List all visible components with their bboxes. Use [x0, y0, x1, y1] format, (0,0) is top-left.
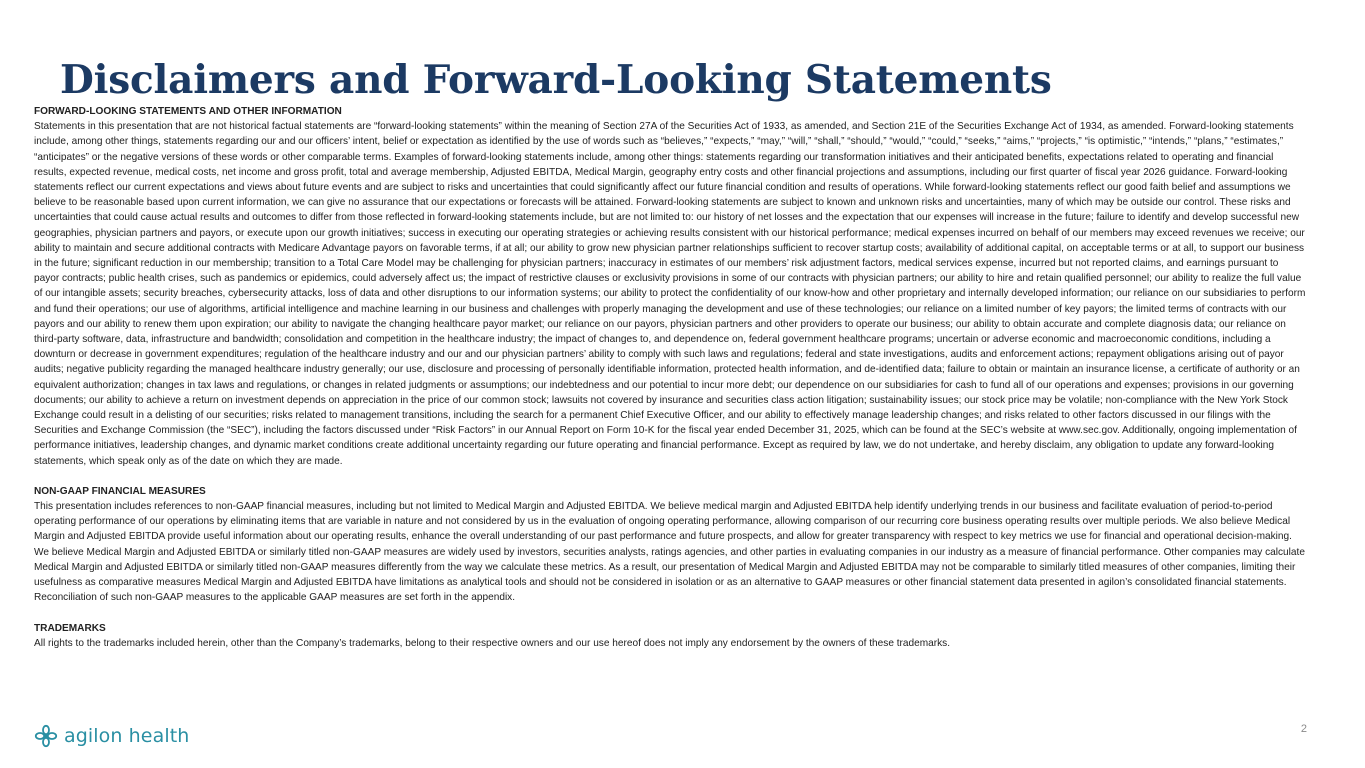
section-body: All rights to the trademarks included herein, other than the Company’s trademarks, belong to their respective owners and our use hereof does not imply any endorsement by the owners of these trademarks.	[34, 637, 951, 649]
section-forward-looking	[34, 104, 1306, 469]
page-number: 2	[1300, 723, 1307, 735]
section-heading: TRADEMARKS	[34, 622, 106, 634]
section-body: Statements in this presentation that are not historical factual statements are “forward-looking statements” within the meaning of Section 27A of the Securities Act of 1933, as amended, and Section 21E of the Securities Exchange Act of 1934, as amended. Forward-looking statements include, among other things, statements regarding our and our officers’ intent, belief or expectation as identified by the use of words such as “believes,” “expects,” “may,” “will,” “shall,” “should,” “would,” “could,” “seeks,” “aims,” “projects,” “is optimistic,” “intends,” “plans,” “estimates,” “anticipates” or the negative versions of these words or other comparable terms. Examples of forward-looking statements include, among other things: statements regarding our transformation initiatives and their anticipated benefits, expectations related to operating and financial results, expected revenue, medical costs, net income and gross profit, total and average membership, Adjusted EBITDA, Medical Margin, geography entry costs and other financial projections and assumptions, including our first quarter of fiscal year 2026 guidance. Forward-looking statements reflect our current expectations and views about future events and are subject to risks and uncertainties that could significantly affect our future financial condition and results of operations. While forward-looking statements reflect our good faith belief and assumptions we believe to be reasonable based upon current information, we can give no assurance that our expectations or forecasts will be attained. Forward-looking statements are subject to known and unknown risks and uncertainties, many of which may be outside our control. These risks and uncertainties that could cause actual results and outcomes to differ from those reflected in forward-looking statements include, but are not limited to: our history of net losses and the expectation that our expenses will increase in the future; failure to identify and develop successful new geographies, physician partners and payors, or execute upon our growth initiatives; success in executing our operating strategies or achieving results consistent with our historical performance; medical expenses incurred on behalf of our members may exceed revenues we receive; our ability to maintain and secure additional contracts with Medicare Advantage payors on favorable terms, if at all; our ability to grow new physician partner relationships sufficient to recover startup costs; availability of additional capital, on acceptable terms or at all, to support our business in the future; significant reduction in our membership; transition to a Total Care Model may be challenging for physician partners; inaccuracy in estimates of our members’ risk adjustment factors, medical services expense, incurred but not reported claims, and earnings pursuant to payor contracts; public health crises, such as pandemics or epidemics, could adversely affect us; the impact of restrictive clauses or exclusivity provisions in some of our contracts with physician partners; our ability to hire and retain qualified personnel; our ability to realize the full value of our intangible assets; security breaches, cybersecurity attacks, loss of data and other disruptions to our information systems; our ability to protect the confidentiality of our know-how and other proprietary and internally developed information; our reliance on our subsidiaries to perform and fund their operations; our use of algorithms, artificial intelligence and machine learning in our business and challenges with properly managing the development and use of these technologies; our reliance on a limited number of key payors; the limited terms of contracts with our payors and our ability to renew them upon expiration; our ability to navigate the changing healthcare payor market; our reliance on our payors, physician partners and other providers to operate our business; our ability to obtain accurate and complete diagnosis data; our reliance on third-party software, data, infrastructure and bandwidth; consolidation and competition in the healthcare industry; the impact of changes to, and dependence on, federal government healthcare programs; uncertain or adverse economic and macroeconomic conditions, including a downturn or decrease in government expenditures; regulation of the healthcare industry and our and our physician partners’ ability to comply with such laws and regulations; federal and state investigations, audits and enforcement actions; repayment obligations arising out of payor audits; negative publicity regarding the managed healthcare industry generally; our use, disclosure and processing of personally identifiable information, protected health information, and de-identified data; failure to obtain or maintain an insurance license, a certificate of authority or an equivalent authorization; changes in tax laws and regulations, or changes in related judgments or assumptions; our indebtedness and our potential to incur more debt; our dependence on our subsidiaries for cash to fund all of our operations and expenses; provisions in our governing documents; our ability to achieve a return on investment depends on appreciation in the price of our common stock; lawsuits not covered by insurance and securities class action litigation; sustainability issues; our stock price may be volatile; non-compliance with the New York Stock Exchange could result in a delisting of our securities; risks related to management transitions, including the search for a permanent Chief Executive Officer, and our ability to effectively manage leadership changes; and risks related to other factors discussed in our filings with the Securities and Exchange Commission (the “SEC”), including the factors discussed under “Risk Factors” in our Annual Report on Form 10-K for the fiscal year ended December 31, 2025, which can be found at the SEC’s website at www.sec.gov. Additionally, ongoing implementation of performance initiatives, leadership changes, and dynamic market conditions create additional uncertainty regarding our future operating and financial performance. Except as required by law, we do not undertake, and hereby disclaim, any obligation to update any forward-looking statements, which speak only as of the date on which they are made.	[34, 121, 1306, 467]
disclaimer-content	[34, 104, 1306, 651]
slide-title: Disclaimers and Forward-Looking Statements	[60, 57, 1052, 103]
section-heading: FORWARD-LOOKING STATEMENTS AND OTHER INFORMATION	[34, 106, 342, 117]
agilon-health-logo	[34, 722, 189, 750]
agilon-flower-icon	[34, 724, 58, 748]
section-trademarks	[34, 621, 1306, 651]
logo-text: agilon health	[64, 725, 190, 747]
section-non-gaap	[34, 484, 1306, 606]
section-body: This presentation includes references to non-GAAP financial measures, including but not limited to Medical Margin and Adjusted EBITDA. We believe medical margin and Adjusted EBITDA help identify underlying trends in our business and facilitate evaluation of period-to-period operating performance of our operations by eliminating items that are variable in nature and not considered by us in the evaluation of ongoing operating performance, allowing comparison of our recurring core business operating results over multiple periods. We also believe Medical Margin and Adjusted EBITDA provide useful information about our operating results, enhance the overall understanding of our past performance and future prospects, and allow for greater transparency with respect to key metrics we use for financial and operational decision-making. We believe Medical Margin and Adjusted EBITDA or similarly titled non-GAAP measures are widely used by investors, securities analysts, ratings agencies, and other parties in evaluating companies in our industry as a measure of financial performance. Other companies may calculate Medical Margin and Adjusted EBITDA or similarly titled non-GAAP measures differently from the way we calculate these metrics. As a result, our presentation of Medical Margin and Adjusted EBITDA may not be comparable to similarly titled measures of other companies, limiting their usefulness as comparative measures Medical Margin and Adjusted EBITDA have limitations as analytical tools and should not be considered in isolation or as an alternative to GAAP measures or other financial statement data presented in agilon’s consolidated financial statements. Reconciliation of such non-GAAP measures to the applicable GAAP measures are set forth in the appendix.	[34, 501, 1305, 604]
section-heading: NON-GAAP FINANCIAL MEASURES	[34, 485, 206, 497]
